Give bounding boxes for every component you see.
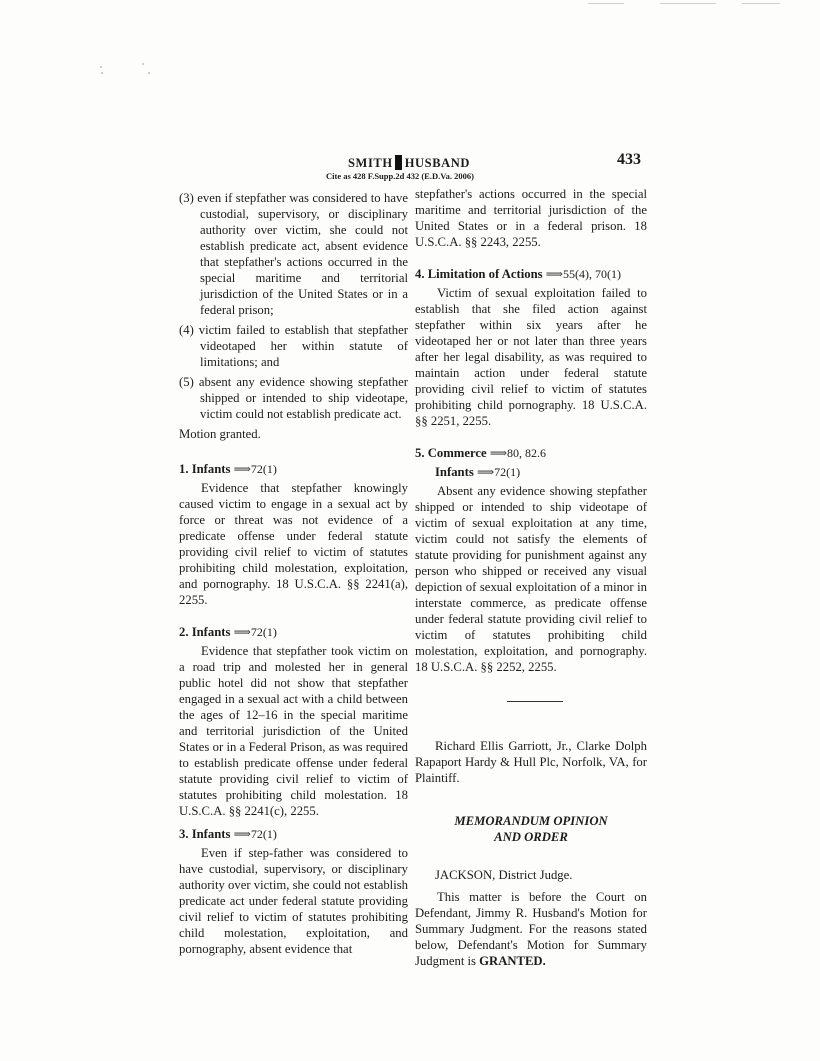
headnote-text: Evidence that stepfather took victim on a road trip and molested her in general public hotel did not show that stepfather engaged in a sexual act with a child between the ages of 12–16 in the special maritime and territorial jurisdiction of the United States or in a Federal Prison, as was required to establish predicate offense under federal statute providing civil relief to victim of statutes prohibiting child molestation. 18 U.S.C.A. §§ 2241(c), 2255. <box>179 644 408 818</box>
citation-line: Cite as 428 F.Supp.2d 432 (E.D.Va. 2006) <box>326 171 474 181</box>
running-head <box>348 155 471 171</box>
right-column <box>415 186 647 969</box>
key-number-icon: ⟹55(4), 70(1) <box>545 267 621 281</box>
key-number-icon: ⟹80, 82.6 <box>489 446 547 460</box>
opinion-body: This matter is before the Court on Defendant, Jimmy R. Husband's Motion for Summary Judgment. For the reasons stated below, Defendant's Motion for Summary Judgment is GRANTED. <box>415 890 647 968</box>
page-header <box>0 153 820 193</box>
redaction-mark <box>395 155 402 170</box>
headnote-heading: 1. Infants ⟹72(1) <box>179 462 277 476</box>
party-right: HUSBAND <box>404 156 471 170</box>
headnote-text: Victim of sexual exploitation failed to establish that she filed action against stepfather within six years after he videotaped her or not later than three years after her legal disability, as was required to maintain action under federal statute providing civil relief to victim of statutes prohibiting child pornography. 18 U.S.C.A. §§ 2251, 2255. <box>415 286 647 428</box>
headnote-text: Evidence that stepfather knowingly caused victim to engage in a sexual act by force or threat was not evidence of a predicate offense under federal statute providing civil relief to victim of statutes prohibiting child molestation, exploitation, and pornography. 18 U.S.C.A. §§ 2241(a), 2255. <box>179 481 408 607</box>
holding-item: (5) absent any evidence showing stepfather shipped or intended to ship videotape, victim could not establish predicate act. <box>179 375 408 421</box>
headnote-heading: 4. Limitation of Actions ⟹55(4), 70(1) <box>415 267 621 281</box>
headnote-heading: 5. Commerce ⟹80, 82.6 <box>415 446 547 460</box>
headnote-text: Even if step-father was considered to have custodial, supervisory, or disciplinary authority over victim, she could not establish predicate act under federal statute providing civil relief to victim of statutes prohibiting child molestation, exploitation, and pornography, absent evidence that <box>179 846 408 956</box>
key-number-icon: ⟹72(1) <box>233 462 277 476</box>
scan-edge-line <box>742 3 780 4</box>
page-number: 433 <box>617 151 641 168</box>
scan-edge-line <box>588 3 624 4</box>
scan-speck <box>101 72 103 74</box>
counsel-listing: Richard Ellis Garriott, Jr., Clarke Dolph Rapaport Hardy & Hull Plc, Norfolk, VA, for Plaintiff. <box>415 739 647 785</box>
headnote-subheading: Infants ⟹72(1) <box>435 465 521 479</box>
continued-text: stepfather's actions occurred in the special maritime and territorial jurisdiction of the United States or in a federal prison. 18 U.S.C.A. §§ 2243, 2255. <box>415 187 647 249</box>
headnote-heading: 2. Infants ⟹72(1) <box>179 625 277 639</box>
scan-speck <box>148 72 150 74</box>
key-number-icon: ⟹72(1) <box>233 827 277 841</box>
judge-line: JACKSON, District Judge. <box>435 868 573 882</box>
left-column <box>179 190 408 957</box>
opinion-title: MEMORANDUM OPINION AND ORDER <box>454 814 608 844</box>
section-divider <box>507 701 563 702</box>
holding-item: (4) victim failed to establish that stepfather videotaped her within statute of limitations; and <box>179 323 408 369</box>
key-number-icon: ⟹72(1) <box>476 465 521 479</box>
holding-item: (3) even if stepfather was considered to have custodial, supervisory, or disciplinary authority over victim, she could not establish predicate act, absent evidence that stepfather's actions occurred in the special maritime and territorial jurisdiction of the United States or in a federal prison; <box>179 191 409 317</box>
scan-speck <box>100 66 102 68</box>
headnote-heading: 3. Infants ⟹72(1) <box>179 827 277 841</box>
party-left: SMITH <box>348 156 393 170</box>
disposition: Motion granted. <box>179 427 261 441</box>
key-number-icon: ⟹72(1) <box>233 625 277 639</box>
scan-edge-line <box>660 3 716 4</box>
ruling: GRANTED. <box>479 954 546 968</box>
scan-speck <box>142 63 144 65</box>
headnote-text: Absent any evidence showing stepfather shipped or intended to ship videotape of victim of sexual exploitation at any time, victim could not satisfy the elements of statute providing for punishment against any person who shipped or received any visual depiction of sexual exploitation of a minor in interstate commerce, as predicate offense under federal statute providing civil relief to victim of statutes prohibiting child molestation, exploitation, and pornography. 18 U.S.C.A. §§ 2252, 2255. <box>415 484 647 674</box>
